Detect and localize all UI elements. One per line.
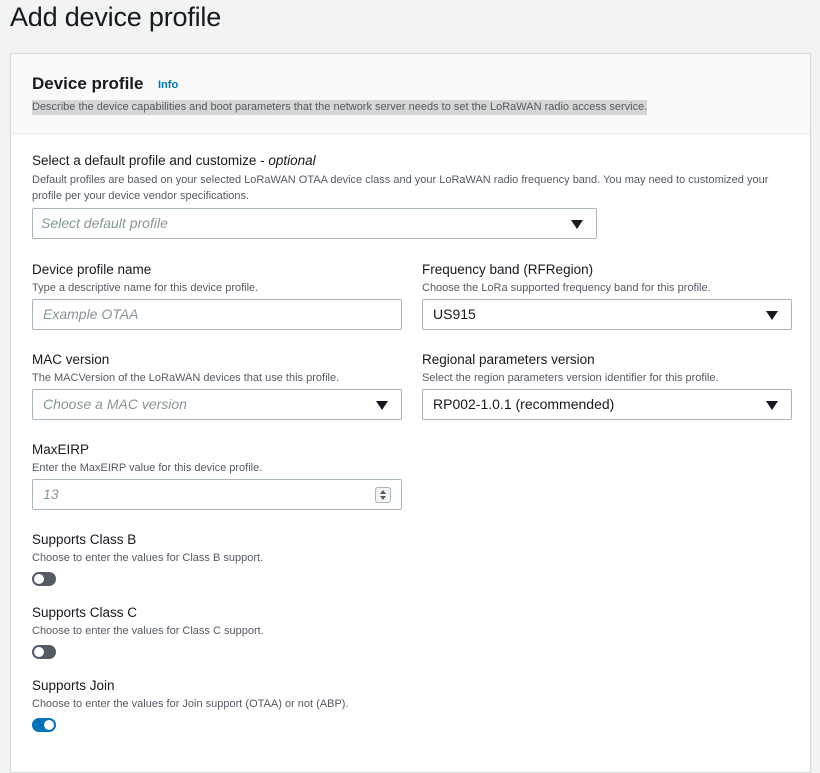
class-c-label: Supports Class C: [32, 605, 138, 620]
mac-version-label: MAC version: [32, 352, 110, 367]
info-link[interactable]: Info: [158, 79, 179, 91]
frequency-band-value: US915: [433, 306, 476, 322]
class-c-hint: Choose to enter the values for Class C support.: [32, 625, 264, 637]
mac-version-hint: The MACVersion of the LoRaWAN devices that use this profile.: [32, 372, 340, 384]
default-profile-label: Select a default profile and customize - optional: [32, 153, 316, 168]
default-profile-hint: Default profiles are based on your selected LoRaWAN OTAA device class and your LoRaWAN radio frequency band. You may need to customized your profile per your device vendor specifications.: [32, 174, 769, 202]
join-toggle[interactable]: [32, 718, 56, 732]
page-title: Add device profile: [10, 2, 222, 32]
device-profile-panel: [10, 53, 811, 773]
panel-description: Describe the device capabilities and boot parameters that the network server needs to set the LoRaWAN radio access service.: [32, 101, 648, 113]
number-stepper[interactable]: [375, 487, 391, 503]
regional-params-hint: Select the region parameters version identifier for this profile.: [422, 372, 719, 384]
max-eirp-input[interactable]: [32, 479, 402, 510]
max-eirp-placeholder: 13: [43, 486, 59, 502]
mac-version-placeholder: Choose a MAC version: [43, 396, 187, 412]
panel-title: Device profile: [32, 74, 144, 93]
toggle-knob: [34, 647, 44, 657]
regional-params-label: Regional parameters version: [422, 352, 595, 367]
profile-name-placeholder: Example OTAA: [43, 306, 139, 322]
regional-params-select[interactable]: [422, 389, 792, 420]
max-eirp-hint: Enter the MaxEIRP value for this device profile.: [32, 462, 263, 474]
join-label: Supports Join: [32, 678, 115, 693]
frequency-band-select[interactable]: [422, 299, 792, 330]
class-b-hint: Choose to enter the values for Class B support.: [32, 552, 264, 564]
chevron-down-icon: [766, 311, 778, 320]
profile-name-label: Device profile name: [32, 262, 152, 277]
mac-version-select[interactable]: [32, 389, 402, 420]
stepper-up-icon: [380, 490, 386, 494]
class-b-toggle[interactable]: [32, 572, 56, 586]
optional-label: optional: [268, 153, 316, 168]
class-c-toggle[interactable]: [32, 645, 56, 659]
frequency-band-label: Frequency band (RFRegion): [422, 262, 594, 277]
chevron-down-icon: [376, 401, 388, 410]
chevron-down-icon: [571, 220, 583, 229]
profile-name-hint: Type a descriptive name for this device profile.: [32, 282, 259, 294]
toggle-knob: [44, 720, 54, 730]
default-profile-select[interactable]: [32, 208, 597, 239]
regional-params-value: RP002-1.0.1 (recommended): [433, 396, 615, 412]
default-profile-placeholder: Select default profile: [41, 215, 168, 231]
class-b-label: Supports Class B: [32, 532, 137, 547]
stepper-down-icon: [380, 496, 386, 500]
max-eirp-label: MaxEIRP: [32, 442, 90, 457]
toggle-knob: [34, 574, 44, 584]
join-hint: Choose to enter the values for Join support (OTAA) or not (ABP).: [32, 698, 349, 710]
chevron-down-icon: [766, 401, 778, 410]
panel-header: [11, 54, 810, 134]
frequency-band-hint: Choose the LoRa supported frequency band for this profile.: [422, 282, 711, 294]
profile-name-input[interactable]: [32, 299, 402, 330]
